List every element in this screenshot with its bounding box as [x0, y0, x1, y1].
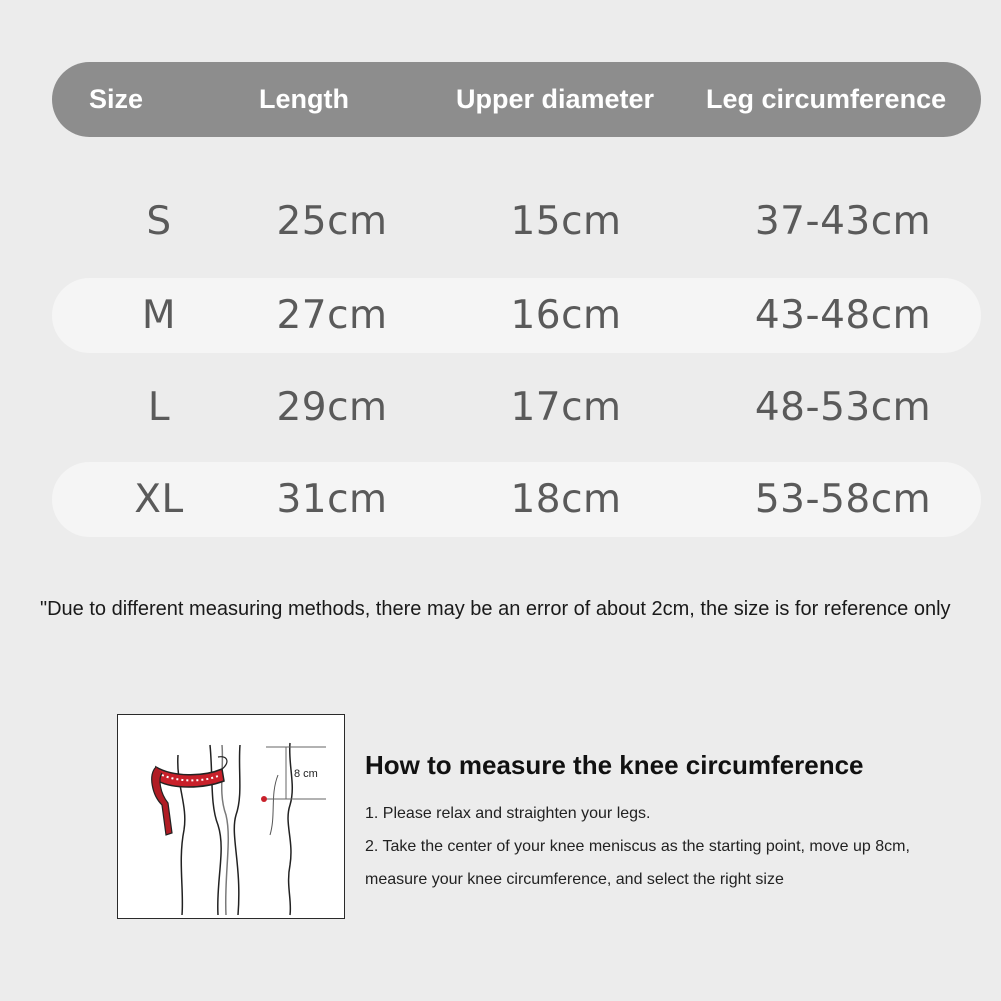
header-length: Length: [259, 84, 349, 114]
leg-circumference-cell: 43-48cm: [754, 293, 932, 338]
upper-diameter-cell: 16cm: [510, 293, 622, 338]
measurement-disclaimer: "Due to different measuring methods, there may be an error of about 2cm, the size is for reference only: [40, 598, 951, 620]
size-cell: S: [146, 199, 172, 244]
size-cell: XL: [134, 477, 184, 522]
table-row: [52, 184, 981, 259]
howto-step: 1. Please relax and straighten your legs.: [365, 805, 651, 822]
howto-step: measure your knee circumference, and select the right size: [365, 871, 784, 888]
size-table-header: [52, 62, 981, 137]
upper-diameter-cell: 18cm: [510, 477, 622, 522]
length-cell: 31cm: [276, 477, 388, 522]
leg-circumference-cell: 37-43cm: [754, 199, 932, 244]
length-cell: 29cm: [276, 385, 388, 430]
table-row: [52, 278, 981, 353]
size-cell: M: [141, 293, 177, 338]
table-row: [52, 462, 981, 537]
header-upper-diameter: Upper diameter: [456, 84, 655, 114]
header-leg-circumference: Leg circumference: [706, 84, 947, 114]
measure-label: 8 cm: [294, 768, 318, 780]
table-row: [52, 370, 981, 445]
length-cell: 25cm: [276, 199, 388, 244]
knee-measure-illustration: [117, 714, 345, 919]
header-size: Size: [89, 84, 144, 114]
upper-diameter-cell: 15cm: [510, 199, 622, 244]
upper-diameter-cell: 17cm: [510, 385, 622, 430]
size-cell: L: [147, 385, 171, 430]
leg-strap-icon: [118, 715, 344, 918]
length-cell: 27cm: [276, 293, 388, 338]
leg-circumference-cell: 53-58cm: [754, 477, 932, 522]
howto-title: How to measure the knee circumference: [365, 750, 864, 780]
howto-step: 2. Take the center of your knee meniscus as the starting point, move up 8cm,: [365, 838, 910, 855]
leg-circumference-cell: 48-53cm: [754, 385, 932, 430]
